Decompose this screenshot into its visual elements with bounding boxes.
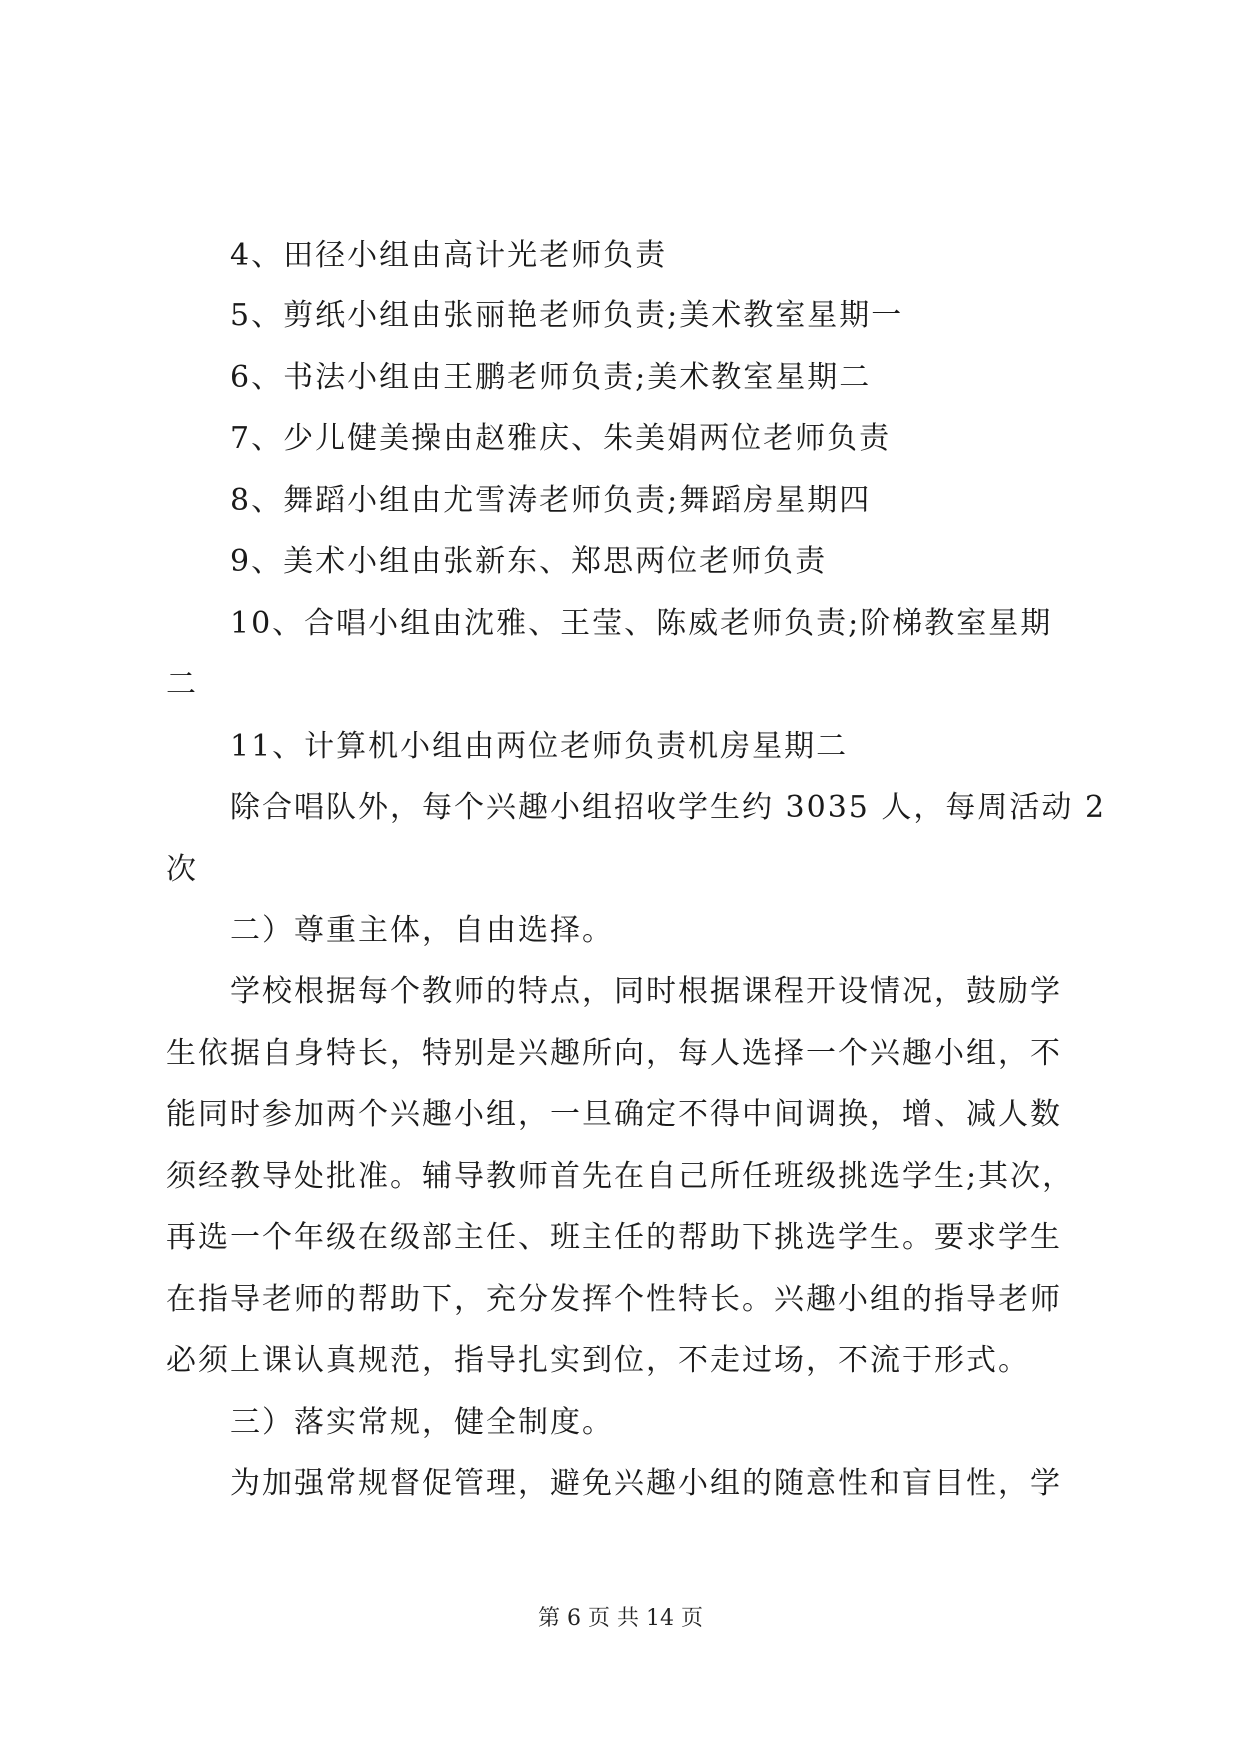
text-line: 在指导老师的帮助下，充分发挥个性特长。兴趣小组的指导老师 (166, 1282, 1062, 1317)
text-line: 11、计算机小组由两位老师负责机房星期二 (230, 729, 849, 764)
text-line: 6、书法小组由王鹏老师负责;美术教室星期二 (230, 360, 872, 395)
text-line: 二 (166, 667, 198, 702)
text-line: 生依据自身特长，特别是兴趣所向，每人选择一个兴趣小组，不 (166, 1036, 1062, 1071)
text-line: 10、合唱小组由沈雅、王莹、陈威老师负责;阶梯教室星期 (230, 606, 1053, 641)
text-line: 8、舞蹈小组由尤雪涛老师负责;舞蹈房星期四 (230, 483, 872, 518)
text-line: 5、剪纸小组由张丽艳老师负责;美术教室星期一 (230, 298, 904, 333)
text-line: 必须上课认真规范，指导扎实到位，不走过场，不流于形式。 (166, 1343, 1030, 1378)
text-line: 次 (166, 852, 198, 887)
text-line: 除合唱队外，每个兴趣小组招收学生约 3035 人，每周活动 2 (230, 790, 1107, 825)
text-line: 4、田径小组由高计光老师负责 (230, 238, 668, 273)
text-line: 能同时参加两个兴趣小组，一旦确定不得中间调换，增、减人数 (166, 1097, 1062, 1132)
section-heading: 三）落实常规，健全制度。 (230, 1405, 614, 1440)
page-number-footer: 第 6 页 共 14 页 (538, 1606, 703, 1631)
section-heading: 二）尊重主体，自由选择。 (230, 913, 614, 948)
text-line: 为加强常规督促管理，避免兴趣小组的随意性和盲目性，学 (230, 1466, 1062, 1501)
text-line: 学校根据每个教师的特点，同时根据课程开设情况，鼓励学 (230, 974, 1062, 1009)
text-line: 须经教导处批准。辅导教师首先在自己所任班级挑选学生;其次， (166, 1159, 1075, 1194)
text-line: 7、少儿健美操由赵雅庆、朱美娟两位老师负责 (230, 421, 892, 456)
text-line: 再选一个年级在级部主任、班主任的帮助下挑选学生。要求学生 (166, 1220, 1062, 1255)
text-line: 9、美术小组由张新东、郑思两位老师负责 (230, 544, 828, 579)
